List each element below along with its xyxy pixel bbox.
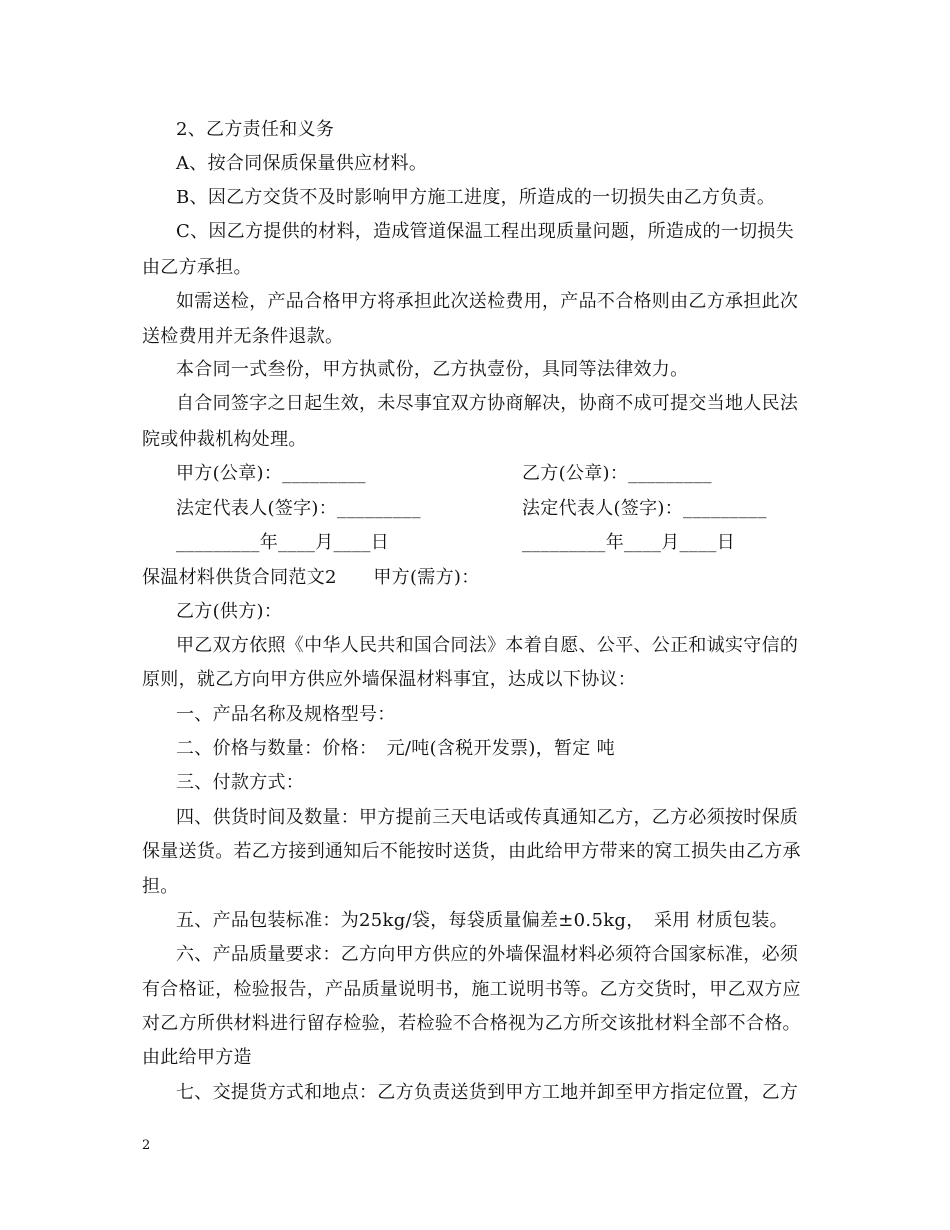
section-heading: 2、乙方责任和义务 (176, 119, 335, 140)
paragraph-line: 原则，就乙方向甲方供应外墙保温材料事宜，达成以下协议： (142, 669, 637, 690)
paragraph-line: 由此给甲方造 (142, 1047, 252, 1068)
party-a-representative: 法定代表人(签字)：_________ (176, 498, 421, 519)
paragraph-line: 由乙方承担。 (142, 257, 252, 278)
paragraph-line: 一、产品名称及规格型号： (176, 704, 396, 725)
paragraph-line: A、按合同保质保量供应材料。 (176, 153, 428, 174)
paragraph-line: 对乙方所供材料进行留存检验，若检验不合格视为乙方所交该批材料全部不合格。 (142, 1013, 801, 1034)
party-b-representative: 法定代表人(签字)：_________ (522, 498, 767, 519)
paragraph-line: 有合格证，检验报告，产品质量说明书，施工说明书等。乙方交货时，甲乙双方应 (142, 979, 801, 1000)
paragraph-line: 院或仲裁机构处理。 (142, 429, 307, 450)
paragraph-line: B、因乙方交货不及时影响甲方施工进度，所造成的一切损失由乙方负责。 (176, 187, 776, 208)
paragraph-line: C、因乙方提供的材料，造成管道保温工程出现质量问题，所造成的一切损失 (176, 221, 794, 242)
paragraph-line: 甲乙双方依照《中华人民共和国合同法》本着自愿、公平、公正和诚实守信的 (176, 635, 799, 656)
contract-title: 保温材料供货合同范文2 甲方(需方)： (142, 567, 480, 588)
paragraph-line: 三、付款方式： (176, 772, 305, 793)
party-b-seal: 乙方(公章)：_________ (522, 463, 712, 484)
paragraph-line: 保量送货。若乙方接到通知后不能按时送货，由此给甲方带来的窝工损失由乙方承 (142, 841, 801, 862)
paragraph-line: 六、产品质量要求：乙方向甲方供应的外墙保温材料必须符合国家标准，必须 (176, 944, 799, 965)
paragraph-line: 本合同一式叁份，甲方执贰份，乙方执壹份，具同等法律效力。 (176, 359, 689, 380)
paragraph-line: 如需送检，产品合格甲方将承担此次送检费用，产品不合格则由乙方承担此次 (176, 291, 799, 312)
party-b-date: _________年____月____日 (522, 532, 735, 553)
party-a-date: _________年____月____日 (176, 532, 389, 553)
paragraph-line: 乙方(供方)： (176, 601, 283, 622)
paragraph-line: 四、供货时间及数量：甲方提前三天电话或传真通知乙方，乙方必须按时保质 (176, 807, 799, 828)
party-a-seal: 甲方(公章)：_________ (176, 463, 366, 484)
paragraph-line: 担。 (142, 876, 179, 897)
page-number: 2 (142, 1138, 151, 1153)
paragraph-line: 二、价格与数量：价格： 元/吨(含税开发票)，暂定 吨 (176, 738, 615, 759)
paragraph-line: 五、产品包装标准：为25kg/袋，每袋质量偏差±0.5kg， 采用 材质包装。 (176, 910, 788, 931)
paragraph-line: 送检费用并无条件退款。 (142, 326, 344, 347)
paragraph-line: 自合同签字之日起生效，未尽事宜双方协商解决，协商不成可提交当地人民法 (176, 393, 799, 414)
paragraph-line: 七、交提货方式和地点：乙方负责送货到甲方工地并卸至甲方指定位置，乙方 (176, 1082, 799, 1103)
